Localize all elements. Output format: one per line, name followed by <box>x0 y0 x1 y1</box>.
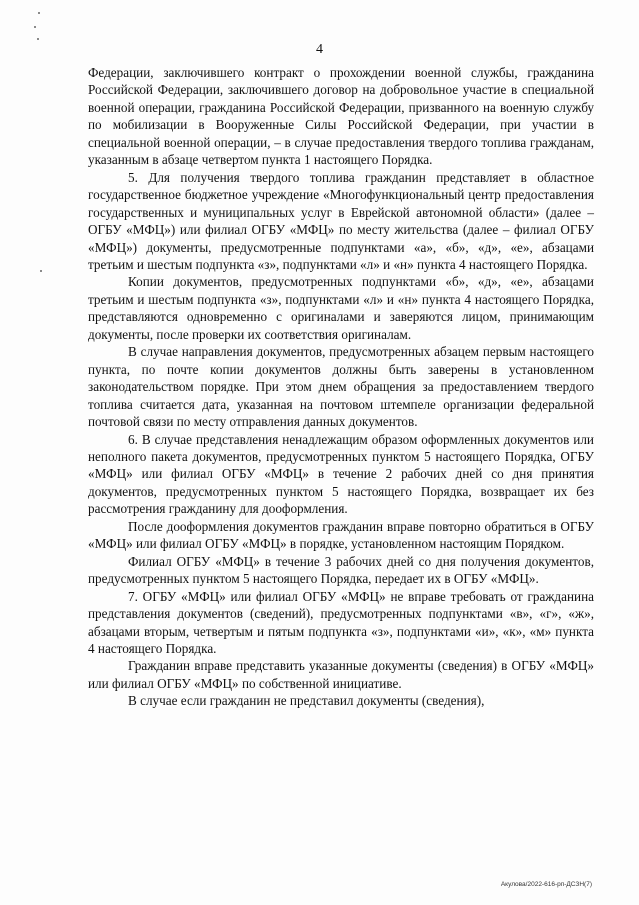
paragraph: В случае направления документов, предусмотренных абзацем первым настоящего пункта, по почте копии документов должны быть заверены в установленном законодательством порядке. При этом днем обращения за предоставлением твердого топлива считается дата, указанная на почтовом штемпеле организации федеральной почтовой связи по месту отправления данных документов. <box>88 344 594 430</box>
scan-speck <box>38 12 40 14</box>
scan-speck <box>40 270 42 272</box>
document-body <box>88 64 594 710</box>
paragraph: Копии документов, предусмотренных подпунктами «б», «д», «е», абзацами третьим и шестым подпункта «з», подпунктами «л» и «н» пункта 4 настоящего Порядка, представляются одновременно с оригиналами и заверяются лицом, принимающим документы, после проверки их соответствия оригиналам. <box>88 274 594 342</box>
paragraph: Федерации, заключившего контракт о прохождении военной службы, гражданина Российской Федерации, заключившего договор на добровольное участие в специальной военной операции, гражданина Российской Федерации, призванного на военную службу по мобилизации в Вооруженные Силы Российской Федерации, при участии в специальной военной операции, – в случае предоставления твердого топлива гражданам, указанным в абзаце четвертом пункта 1 настоящего Порядка. <box>88 65 594 168</box>
page-number: 4 <box>316 42 323 57</box>
paragraph: 7. ОГБУ «МФЦ» или филиал ОГБУ «МФЦ» не вправе требовать от гражданина представления документов (сведений), предусмотренных подпунктами «в», «г», «ж», абзацами вторым, четвертым и пятым подпункта «з», подпунктами «и», «к», «м» пункта 4 настоящего Порядка. <box>88 588 594 656</box>
footer-reference: Акулова/2022-616-рп-ДСЗН(7) <box>500 881 592 888</box>
paragraph: Филиал ОГБУ «МФЦ» в течение 3 рабочих дней со дня получения документов, предусмотренных пунктом 5 настоящего Порядка, передает их в ОГБУ «МФЦ». <box>88 553 594 587</box>
scan-speck <box>34 26 36 28</box>
paragraph: Гражданин вправе представить указанные документы (сведения) в ОГБУ «МФЦ» или филиал ОГБУ «МФЦ» по собственной инициативе. <box>88 658 594 691</box>
paragraph: В случае если гражданин не представил документы (сведения), <box>128 693 485 709</box>
paragraph: 5. Для получения твердого топлива гражданин представляет в областное государственное бюджетное учреждение «Многофункциональный центр предоставления государственных и муниципальных услуг в Еврейской автономной области» (далее – ОГБУ «МФЦ») или филиал ОГБУ «МФЦ» по месту жительства (далее – филиал ОГБУ «МФЦ») документы, предусмотренные подпунктами «а», «б», «д», «е», абзацами третьим и шестым подпункта «з», подпунктами «л» и «н» пункта 4 настоящего Порядка. <box>88 169 594 272</box>
paragraph: После дооформления документов гражданин вправе повторно обратиться в ОГБУ «МФЦ» или филиал ОГБУ «МФЦ» в порядке, установленном настоящим Порядком. <box>88 518 594 552</box>
paragraph: 6. В случае представления ненадлежащим образом оформленных документов или неполного пакета документов, предусмотренных пунктом 5 настоящего Порядка, ОГБУ «МФЦ» или филиал ОГБУ «МФЦ» в течение 2 рабочих дней со дня принятия документов, предусмотренных пунктом 5 настоящего Порядка, возвращает их без рассмотрения гражданину для дооформления. <box>88 431 594 517</box>
scan-speck <box>37 38 39 40</box>
